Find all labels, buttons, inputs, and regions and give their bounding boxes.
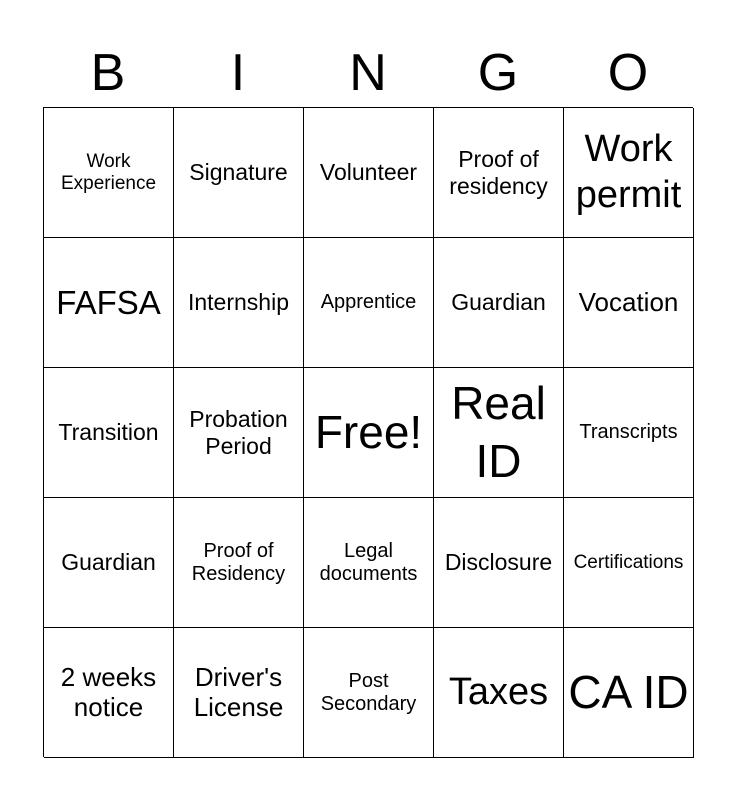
bingo-cell[interactable]: Legal documents xyxy=(304,498,434,628)
bingo-cell[interactable]: Signature xyxy=(174,108,304,238)
bingo-cell[interactable]: Proof of residency xyxy=(434,108,564,238)
header-letter-i: I xyxy=(230,44,246,102)
bingo-cell[interactable]: Internship xyxy=(174,238,304,368)
bingo-cell[interactable]: FAFSA xyxy=(44,238,174,368)
bingo-cell[interactable]: Taxes xyxy=(434,628,564,758)
bingo-cell[interactable]: Guardian xyxy=(44,498,174,628)
bingo-cell[interactable]: 2 weeks notice xyxy=(44,628,174,758)
bingo-board xyxy=(43,107,693,757)
bingo-cell[interactable]: Volunteer xyxy=(304,108,434,238)
bingo-cell[interactable]: Guardian xyxy=(434,238,564,368)
bingo-cell[interactable]: Real ID xyxy=(434,368,564,498)
bingo-cell[interactable]: Vocation xyxy=(564,238,694,368)
bingo-cell[interactable]: Proof of Residency xyxy=(174,498,304,628)
bingo-cell[interactable]: Probation Period xyxy=(174,368,304,498)
bingo-cell[interactable]: Work Experience xyxy=(44,108,174,238)
bingo-cell[interactable]: Work permit xyxy=(564,108,694,238)
free-space-cell[interactable]: Free! xyxy=(304,368,434,498)
bingo-cell[interactable]: Certifications xyxy=(564,498,694,628)
header-letter-b: B xyxy=(90,44,126,102)
bingo-cell[interactable]: Driver's License xyxy=(174,628,304,758)
bingo-cell[interactable]: Transcripts xyxy=(564,368,694,498)
header-letter-n: N xyxy=(349,44,387,102)
header-letter-o: O xyxy=(607,44,649,102)
bingo-cell[interactable]: Transition xyxy=(44,368,174,498)
bingo-cell[interactable]: Disclosure xyxy=(434,498,564,628)
bingo-cell[interactable]: Apprentice xyxy=(304,238,434,368)
bingo-cell[interactable]: Post Secondary xyxy=(304,628,434,758)
bingo-header xyxy=(43,40,693,106)
header-letter-g: G xyxy=(477,44,519,102)
bingo-cell[interactable]: CA ID xyxy=(564,628,694,758)
